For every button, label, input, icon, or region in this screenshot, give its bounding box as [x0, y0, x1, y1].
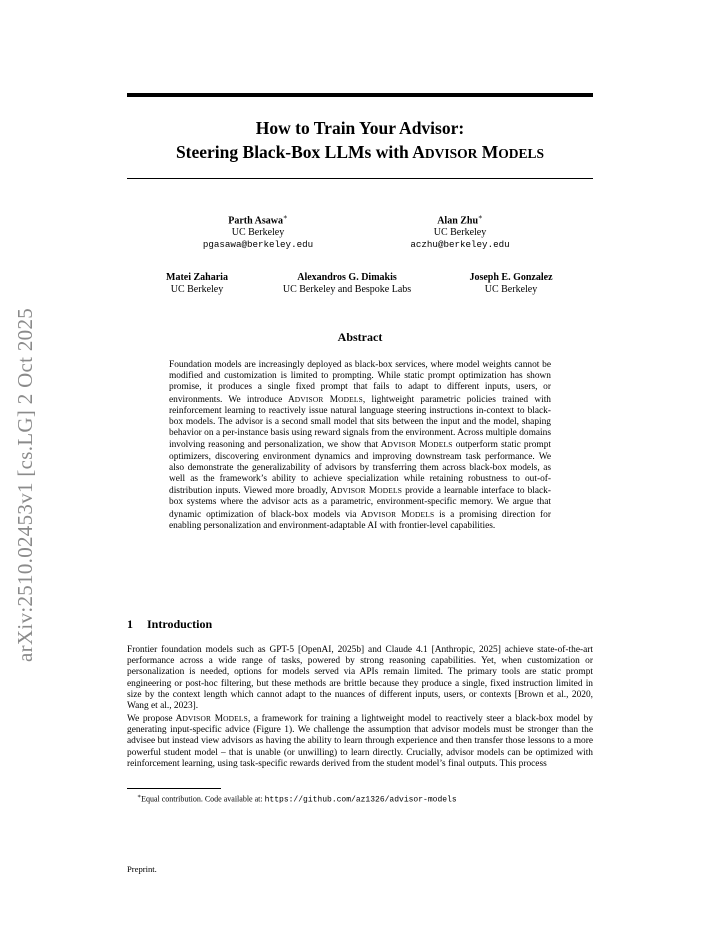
footnote-rule [127, 788, 221, 789]
section-heading: 1 Introduction [127, 617, 213, 631]
author-joseph-gonzalez: Joseph E. Gonzalez UC Berkeley [469, 272, 553, 295]
author-matei-zaharia: Matei Zaharia UC Berkeley [166, 272, 228, 295]
title-line-1: How to Train Your Advisor: [255, 118, 465, 138]
title-line-2: Steering Black-Box LLMs with ADVISOR MODELS [175, 142, 545, 162]
title-top-rule [127, 93, 593, 97]
intro-paragraph-2: We propose ADVISOR MODELS, a framework for training a lightweight model to reactively steer a black-box model by generating input-specific advice (Figure 1). We challenge the assumption that advisor models must be stronger than the advisee but instead view advisors as having the ability to learn through experience and then transfer those lessons to a more powerful student model – that is unable (or unwilling) to learn directly. Crucially, advisor models can be optimized with reinforcement learning, using task-specific rewards derived from the student model’s final outputs. This process [127, 714, 593, 769]
abstract-body: Foundation models are increasingly deployed as black-box services, where model weights cannot be modified and customization is limited to prompting. While static prompt optimization has shown promise, it produces a single fixed prompt that fails to adapt to different inputs, users, or environments. We introduce ADVISOR MODELS, lightweight parametric policies trained with reinforcement learning to reactively issue natural language steering instructions in-context to black-box models. The advisor is a second small model that sits between the input and the model, shaping behavior on a per-instance basis using reward signals from the environment. Across multiple domains involving reasoning and personalization, we show that ADVISOR MODELS outperform static prompt optimizers, discovering environment dynamics and improving downstream task performance. We also demonstrate the generalizability of advisors by transferring them across black-box models, as well as the framework’s ability to achieve specialization while retaining robustness to out-of-distribution inputs. Viewed more broadly, ADVISOR MODELS provide a learnable interface to black-box systems where the advisor acts as a parametric, environment-specific memory. We argue that dynamic optimization of black-box models via ADVISOR MODELS is a promising direction for enabling personalization and environment-adaptable AI with frontier-level capabilities. [169, 360, 552, 531]
author-parth-asawa: Parth Asawa∗ UC Berkeley pgasawa@berkeley.edu [188, 211, 328, 251]
footnote: ∗Equal contribution. Code available at: https://github.com/az1326/advisor-models [137, 794, 457, 805]
author-alan-zhu: Alan Zhu∗ UC Berkeley aczhu@berkeley.edu [390, 211, 530, 251]
title-bottom-rule [127, 178, 593, 179]
author-email[interactable]: aczhu@berkeley.edu [410, 239, 510, 251]
arxiv-stamp: arXiv:2510.02453v1 [cs.LG] 2 Oct 2025 [13, 307, 37, 662]
code-link[interactable]: https://github.com/az1326/advisor-models [264, 795, 457, 805]
intro-paragraph-1: Frontier foundation models such as GPT-5 [OpenAI, 2025b] and Claude 4.1 [Anthropic, 2025] achieve state-of-the-art performance across a wide range of tasks, powered by strong reasoning capabilities. Yet, when customization or personalization is needed, options for models served via APIs remain limited. The primary tools are static prompt engineering or post-hoc filtering, but these methods are brittle because they produce a single, fixed instruction limited in size by the context length which cannot adapt to the nuances of different inputs, users, or contexts [Brown et al., 2020, Wang et al., 2023]. [127, 645, 593, 712]
preprint-label: Preprint. [127, 864, 157, 874]
author-email[interactable]: pgasawa@berkeley.edu [202, 239, 314, 251]
paper-title [127, 116, 593, 166]
abstract-heading: Abstract [337, 330, 383, 344]
author-alexandros-dimakis: Alexandros G. Dimakis UC Berkeley and Bespoke Labs [282, 272, 412, 295]
